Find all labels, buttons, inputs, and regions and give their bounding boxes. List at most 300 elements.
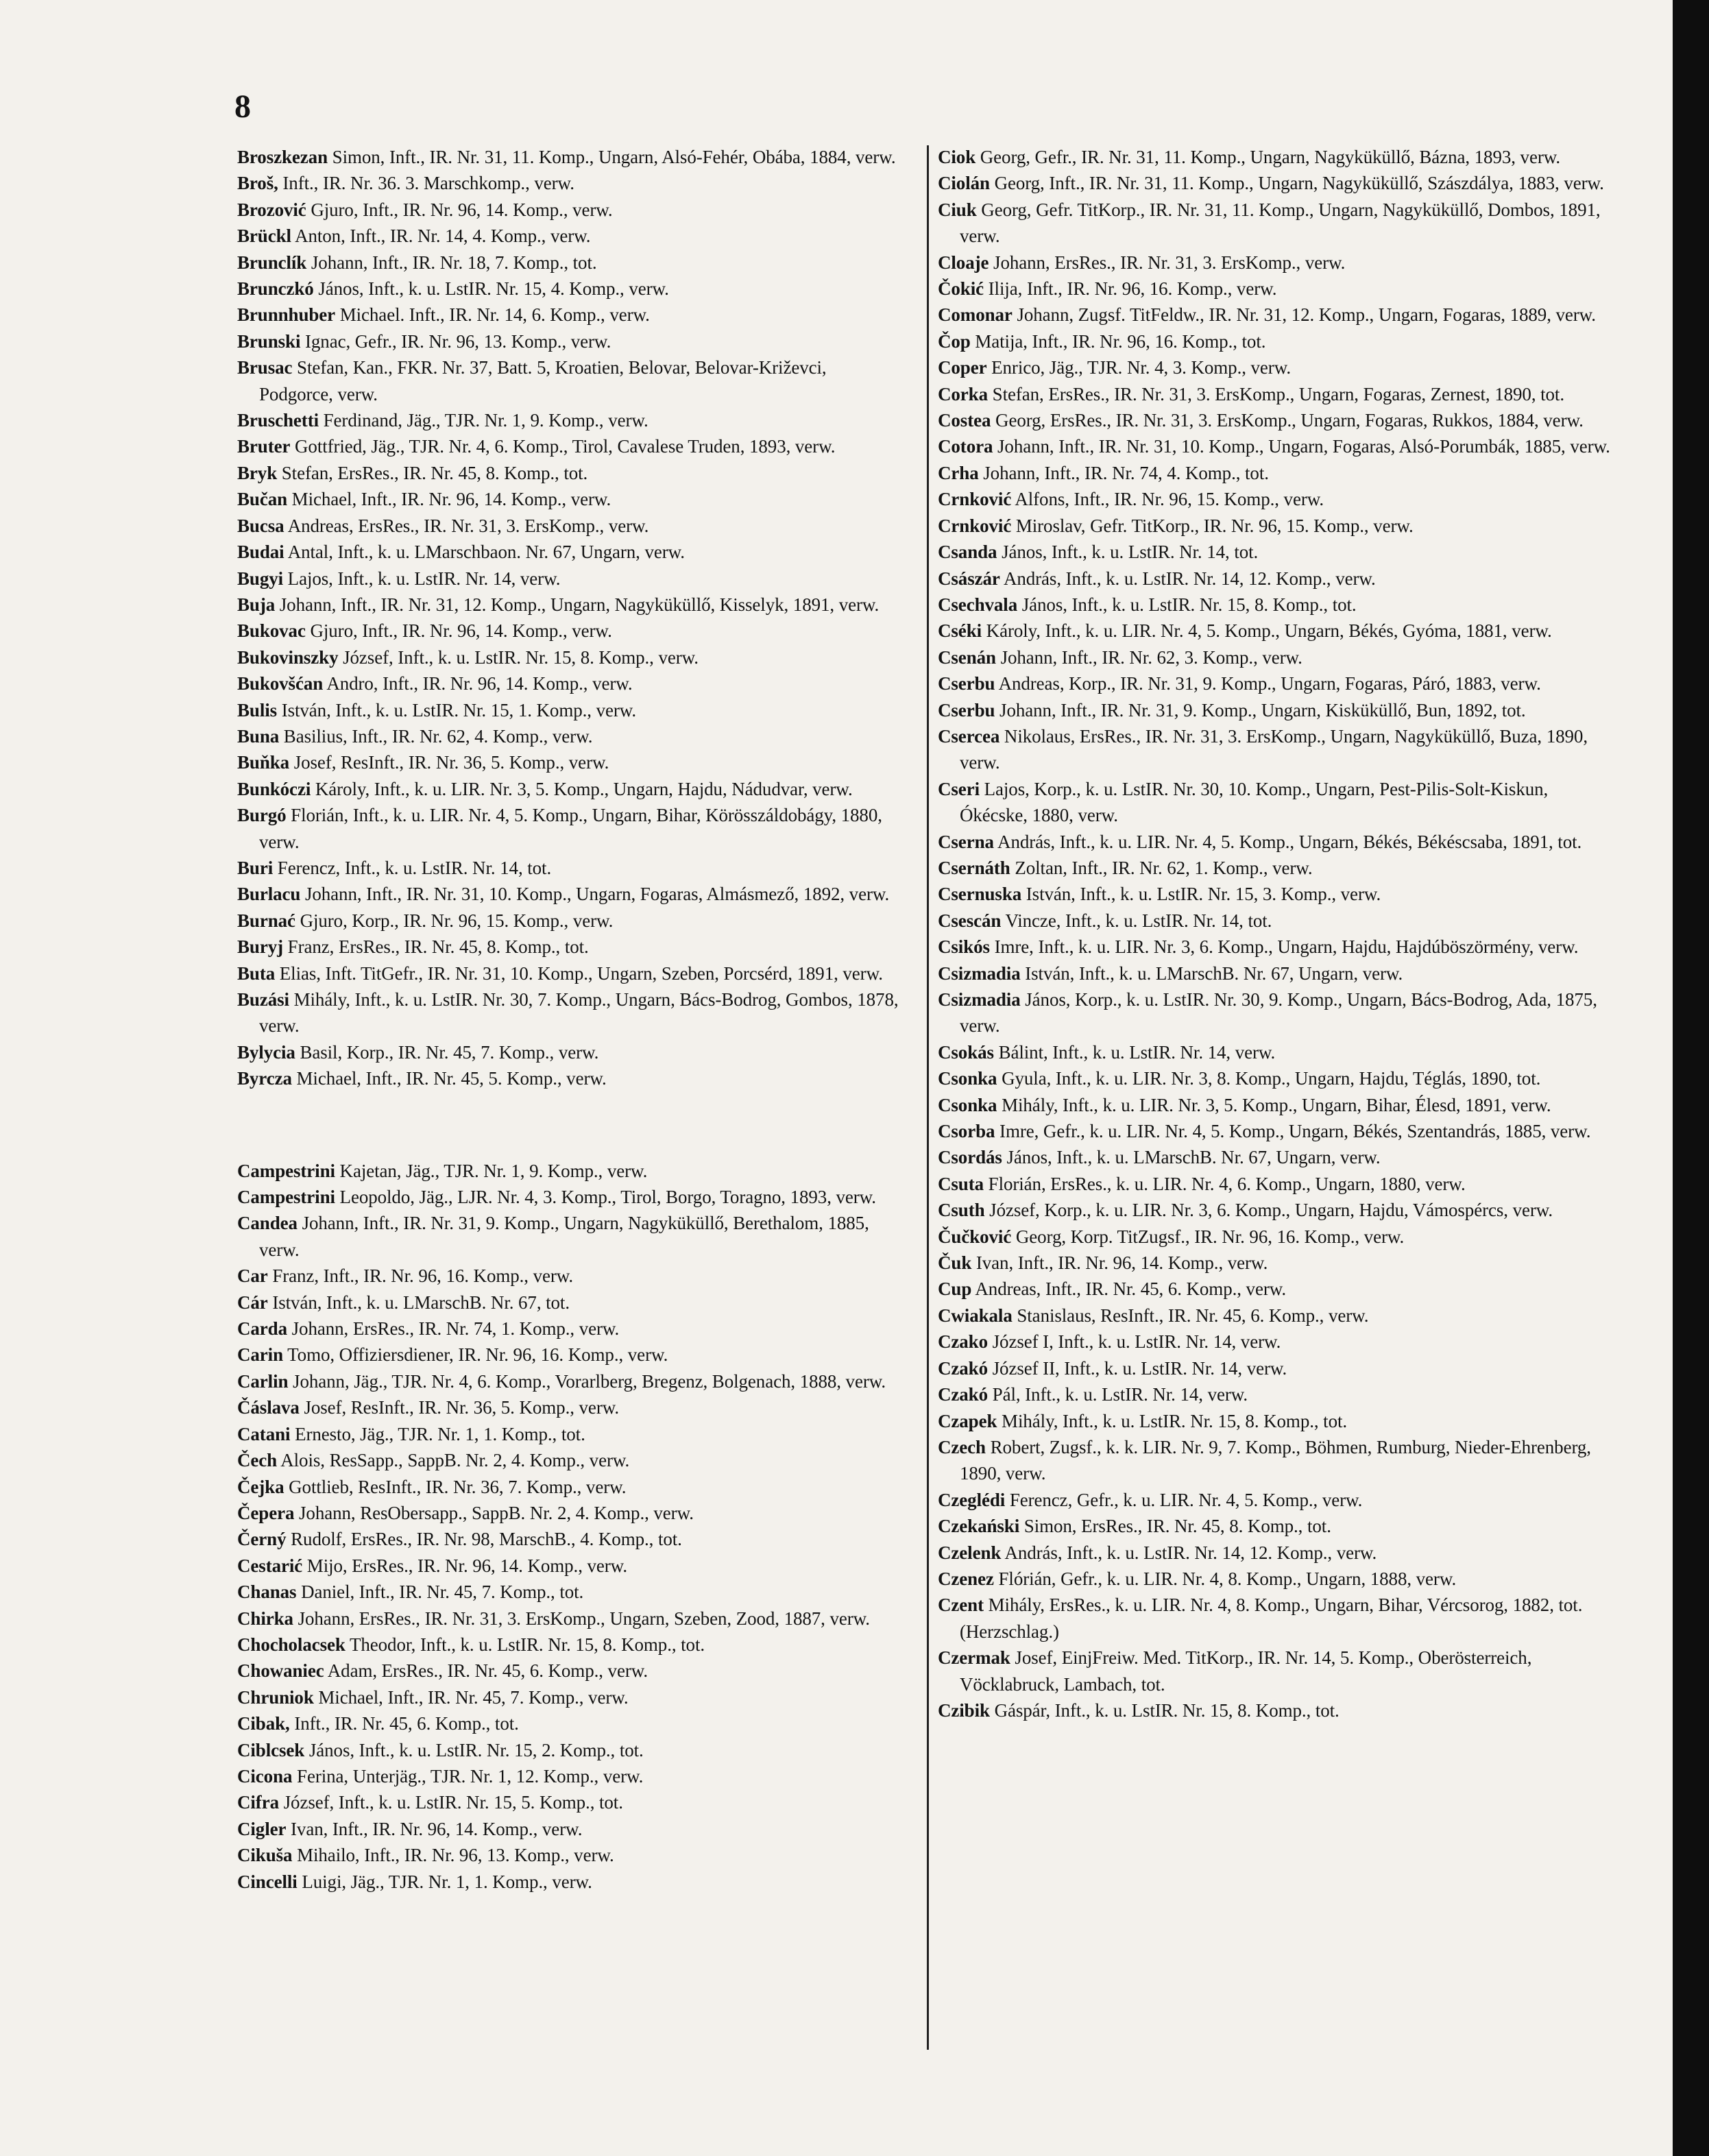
entry-surname: Čepera <box>237 1502 295 1523</box>
entry-surname: Ciuk <box>938 199 977 220</box>
entry-surname: Bylycia <box>237 1041 295 1063</box>
list-entry <box>237 1263 902 1289</box>
list-entry <box>938 566 1616 592</box>
list-entry <box>237 223 902 249</box>
entry-details: Simon, Inft., IR. Nr. 31, 11. Komp., Ungarn, Alsó-Fehér, Obába, 1884, verw. <box>328 147 896 167</box>
entry-surname: Cár <box>237 1292 268 1313</box>
entry-surname: Buri <box>237 857 274 878</box>
entry-details: Vincze, Inft., k. u. LstIR. Nr. 14, tot. <box>1001 910 1272 931</box>
list-entry <box>237 1763 902 1789</box>
entry-surname: Ciolán <box>938 173 990 194</box>
list-entry <box>237 170 902 196</box>
list-entry <box>938 618 1616 644</box>
list-entry <box>237 1158 902 1184</box>
entry-details: Inft., IR. Nr. 36. 3. Marschkomp., verw. <box>278 173 574 194</box>
entry-details: Károly, Inft., k. u. LIR. Nr. 4, 5. Komp., Ungarn, Békés, Gyóma, 1881, verw. <box>982 620 1552 642</box>
entry-details: Inft., IR. Nr. 45, 6. Komp., tot. <box>289 1713 519 1734</box>
entry-details: Enrico, Jäg., TJR. Nr. 4, 3. Komp., verw. <box>986 357 1291 378</box>
entry-surname: Csorba <box>938 1121 995 1142</box>
list-entry <box>938 881 1616 907</box>
entry-surname: Corka <box>938 383 988 404</box>
list-entry <box>237 960 902 986</box>
entry-details: Gjuro, Korp., IR. Nr. 96, 15. Komp., verw. <box>295 910 614 931</box>
list-entry <box>938 1697 1616 1723</box>
list-entry <box>237 250 902 276</box>
list-entry <box>938 302 1616 328</box>
entry-details: Michael, Inft., IR. Nr. 45, 5. Komp., verw. <box>291 1068 607 1089</box>
entry-details: István, Inft., k. u. LstIR. Nr. 15, 3. Komp., verw. <box>1021 884 1381 905</box>
entry-surname: Brozović <box>237 199 306 220</box>
entry-details: Gottfried, Jäg., TJR. Nr. 4, 6. Komp., Tirol, Cavalese Truden, 1893, verw. <box>290 436 836 457</box>
scan-edge <box>1673 0 1709 2156</box>
entry-details: Stanislaus, ResInft., IR. Nr. 45, 6. Komp., verw. <box>1012 1305 1369 1326</box>
entry-details: Johann, Inft., IR. Nr. 31, 9. Komp., Ungarn, Kisküküllő, Bun, 1892, tot. <box>995 699 1526 720</box>
entry-details: Leopoldo, Jäg., LJR. Nr. 4, 3. Komp., Tirol, Borgo, Toragno, 1893, verw. <box>335 1187 876 1208</box>
entry-details: János, Korp., k. u. LstIR. Nr. 30, 9. Komp., Ungarn, Bács-Bodrog, Ada, 1875, verw. <box>960 989 1597 1037</box>
list-entry <box>938 960 1616 986</box>
list-entry <box>938 697 1616 723</box>
entry-surname: Cikuša <box>237 1845 293 1866</box>
entry-surname: Csonka <box>938 1068 997 1089</box>
entry-surname: Csuta <box>938 1173 984 1194</box>
entry-details: József I, Inft., k. u. LstIR. Nr. 14, verw. <box>988 1331 1281 1353</box>
list-entry <box>237 1869 902 1895</box>
list-entry <box>938 776 1616 829</box>
entry-surname: Čáslava <box>237 1397 300 1418</box>
entry-surname: Csizmadia <box>938 962 1021 984</box>
entry-details: Mihály, ErsRes., k. u. LIR. Nr. 4, 8. Komp., Ungarn, Bihar, Vércsorog, 1882, tot. (Herzschlag.) <box>960 1595 1583 1642</box>
entry-surname: Brunczkó <box>237 278 314 300</box>
entry-surname: Broš, <box>237 173 278 194</box>
list-entry <box>938 1118 1616 1144</box>
list-entry <box>938 1092 1616 1118</box>
list-entry <box>237 1065 902 1091</box>
list-entry <box>237 1184 902 1210</box>
entry-details: Andro, Inft., IR. Nr. 96, 14. Komp., verw. <box>323 673 633 694</box>
list-entry <box>938 1487 1616 1513</box>
entry-details: Johann, Inft., IR. Nr. 31, 12. Komp., Ungarn, Nagyküküllő, Kisselyk, 1891, verw. <box>275 594 880 615</box>
list-entry <box>938 276 1616 302</box>
entry-surname: Cibak, <box>237 1713 290 1734</box>
entry-surname: Chanas <box>237 1582 297 1603</box>
entry-details: Ivan, Inft., IR. Nr. 96, 14. Komp., verw. <box>971 1252 1268 1274</box>
entry-surname: Ciok <box>938 147 976 167</box>
entry-details: Kajetan, Jäg., TJR. Nr. 1, 9. Komp., verw. <box>335 1160 648 1181</box>
list-entry <box>237 776 902 802</box>
entry-details: Ignac, Gefr., IR. Nr. 96, 13. Komp., verw. <box>300 330 611 352</box>
entries-b-section <box>237 144 902 1092</box>
list-entry <box>938 1566 1616 1592</box>
entry-surname: Bulis <box>237 699 278 720</box>
list-entry <box>938 381 1616 407</box>
entry-details: Antal, Inft., k. u. LMarschbaon. Nr. 67, Ungarn, verw. <box>284 542 685 563</box>
list-entry <box>938 1540 1616 1566</box>
entry-surname: Bukovinszky <box>237 646 339 668</box>
entry-details: József II, Inft., k. u. LstIR. Nr. 14, verw. <box>988 1357 1287 1379</box>
list-entry <box>237 618 902 644</box>
entry-details: Florián, Inft., k. u. LIR. Nr. 4, 5. Komp., Ungarn, Bihar, Körösszáldobágy, 1880, verw. <box>259 805 882 852</box>
entry-surname: Buzási <box>237 989 289 1010</box>
entry-surname: Bugyi <box>237 568 284 589</box>
list-entry <box>938 670 1616 697</box>
list-entry <box>938 644 1616 670</box>
entry-surname: Černý <box>237 1529 287 1550</box>
entry-surname: Bruter <box>237 436 291 457</box>
entry-surname: Bunkóczi <box>237 778 311 799</box>
entry-surname: Csokás <box>938 1041 994 1063</box>
entry-details: Simon, ErsRes., IR. Nr. 45, 8. Komp., tot. <box>1019 1516 1331 1537</box>
entry-details: Adam, ErsRes., IR. Nr. 45, 6. Komp., verw. <box>324 1660 649 1682</box>
entry-surname: Czelenk <box>938 1542 1002 1563</box>
entry-surname: Burgó <box>237 805 287 826</box>
entry-details: Ferina, Unterjäg., TJR. Nr. 1, 12. Komp., verw. <box>292 1765 644 1786</box>
list-entry <box>237 881 902 907</box>
right-column <box>938 144 1616 1723</box>
entry-details: Josef, EinjFreiw. Med. TitKorp., IR. Nr. 14, 5. Komp., Oberösterreich, Vöcklabruck, Lambach, tot. <box>960 1647 1532 1695</box>
entry-surname: Czekański <box>938 1516 1020 1537</box>
entry-surname: Coper <box>938 357 987 378</box>
list-entry <box>938 1592 1616 1645</box>
list-entry <box>237 1368 902 1394</box>
entry-surname: Buryj <box>237 936 284 958</box>
entry-details: Georg, Gefr., IR. Nr. 31, 11. Komp., Ungarn, Nagyküküllő, Bázna, 1893, verw. <box>975 147 1561 167</box>
list-entry <box>237 697 902 723</box>
entry-surname: Čejka <box>237 1476 284 1497</box>
entry-details: Michael. Inft., IR. Nr. 14, 6. Komp., verw. <box>335 304 650 326</box>
entry-surname: Cséki <box>938 620 982 642</box>
entry-surname: Bučan <box>237 489 288 510</box>
list-entry <box>237 1474 902 1500</box>
entry-details: Gáspár, Inft., k. u. LstIR. Nr. 15, 8. Komp., tot. <box>989 1699 1340 1721</box>
entry-details: Johann, Zugsf. TitFeldw., IR. Nr. 31, 12. Komp., Ungarn, Fogaras, 1889, verw. <box>1012 304 1596 326</box>
list-entry <box>938 592 1616 618</box>
list-entry <box>938 1381 1616 1407</box>
entry-details: Mihály, Inft., k. u. LstIR. Nr. 15, 8. Komp., tot. <box>997 1410 1348 1431</box>
entry-details: Bálint, Inft., k. u. LstIR. Nr. 14, verw. <box>993 1041 1276 1063</box>
entry-details: Georg, Korp. TitZugsf., IR. Nr. 96, 16. Komp., verw. <box>1011 1226 1405 1247</box>
entry-details: Miroslav, Gefr. TitKorp., IR. Nr. 96, 15. Komp., verw. <box>1011 515 1414 536</box>
entry-details: János, Inft., k. u. LstIR. Nr. 15, 4. Komp., verw. <box>313 278 669 300</box>
entry-surname: Brunclík <box>237 252 307 273</box>
list-entry <box>938 1039 1616 1065</box>
list-entry <box>938 1224 1616 1250</box>
entry-surname: Comonar <box>938 304 1013 326</box>
entry-details: János, Inft., k. u. LstIR. Nr. 14, tot. <box>997 542 1259 563</box>
list-entry <box>237 670 902 697</box>
entry-details: Johann, ErsRes., IR. Nr. 74, 1. Komp., verw. <box>287 1318 620 1340</box>
list-entry <box>237 934 902 960</box>
list-entry <box>237 1316 902 1342</box>
entry-surname: Czakó <box>938 1384 988 1405</box>
list-entry <box>938 354 1616 380</box>
entry-details: Rudolf, ErsRes., IR. Nr. 98, MarschB., 4. Komp., tot. <box>286 1529 682 1550</box>
page-number: 8 <box>234 88 251 125</box>
entry-surname: Brunnhuber <box>237 304 336 326</box>
entry-surname: Bucsa <box>237 515 284 536</box>
entry-details: Anton, Inft., IR. Nr. 14, 4. Komp., verw. <box>291 226 591 247</box>
list-entry <box>237 1789 902 1815</box>
list-entry <box>237 433 902 459</box>
entry-surname: Csanda <box>938 542 997 563</box>
entry-surname: Budai <box>237 542 284 563</box>
entry-details: Georg, Inft., IR. Nr. 31, 11. Komp., Ungarn, Nagyküküllő, Szászdálya, 1883, verw. <box>989 173 1604 194</box>
entry-surname: Cicona <box>237 1765 293 1786</box>
entry-surname: Brusac <box>237 357 293 378</box>
entry-surname: Čech <box>237 1450 278 1471</box>
entry-surname: Carda <box>237 1318 287 1340</box>
entry-details: Gottlieb, ResInft., IR. Nr. 36, 7. Komp., verw. <box>284 1476 627 1497</box>
entry-details: Imre, Inft., k. u. LIR. Nr. 3, 6. Komp., Ungarn, Hajdu, Hajdúböszörmény, verw. <box>989 936 1579 958</box>
entry-details: Károly, Inft., k. u. LIR. Nr. 3, 5. Komp., Ungarn, Hajdu, Nádudvar, verw. <box>311 778 853 799</box>
entry-details: József, Korp., k. u. LIR. Nr. 3, 6. Komp., Ungarn, Hajdu, Vámospércs, verw. <box>984 1200 1553 1221</box>
list-entry <box>237 354 902 407</box>
list-entry <box>237 908 902 934</box>
entry-surname: Cestarić <box>237 1555 303 1576</box>
entry-surname: Csescán <box>938 910 1002 931</box>
list-entry <box>938 1513 1616 1539</box>
entry-details: Mihály, Inft., k. u. LIR. Nr. 3, 5. Komp., Ungarn, Bihar, Élesd, 1891, verw. <box>997 1094 1551 1115</box>
entry-details: Daniel, Inft., IR. Nr. 45, 7. Komp., tot. <box>296 1582 584 1603</box>
entry-surname: Čokić <box>938 278 984 300</box>
entry-details: Elias, Inft. TitGefr., IR. Nr. 31, 10. Komp., Ungarn, Szeben, Porcsérd, 1891, verw. <box>275 962 883 984</box>
entry-details: István, Inft., k. u. LMarschB. Nr. 67, Ungarn, verw. <box>1020 962 1403 984</box>
entry-details: András, Inft., k. u. LstIR. Nr. 14, 12. Komp., verw. <box>1001 1542 1377 1563</box>
entry-details: János, Inft., k. u. LstIR. Nr. 15, 2. Komp., tot. <box>304 1739 644 1760</box>
list-entry <box>237 328 902 354</box>
list-entry <box>938 1303 1616 1329</box>
list-entry <box>938 1434 1616 1487</box>
entry-surname: Cserbu <box>938 699 995 720</box>
entry-details: Ilija, Inft., IR. Nr. 96, 16. Komp., verw. <box>984 278 1277 300</box>
list-entry <box>237 1606 902 1632</box>
entry-surname: Costea <box>938 410 991 431</box>
entry-details: Johann, Inft., IR. Nr. 31, 10. Komp., Ungarn, Fogaras, Alsó-Porumbák, 1885, verw. <box>993 436 1610 457</box>
entry-surname: Csizmadia <box>938 989 1021 1010</box>
entry-details: Andreas, Inft., IR. Nr. 45, 6. Komp., verw. <box>971 1279 1287 1300</box>
entry-details: Johann, ResObersapp., SappB. Nr. 2, 4. Komp., verw. <box>294 1502 694 1523</box>
entry-details: Franz, ErsRes., IR. Nr. 45, 8. Komp., tot. <box>283 936 589 958</box>
entry-details: Ernesto, Jäg., TJR. Nr. 1, 1. Komp., tot. <box>290 1423 585 1444</box>
entry-details: Gjuro, Inft., IR. Nr. 96, 14. Komp., verw. <box>306 199 613 220</box>
entry-surname: Czermak <box>938 1647 1010 1669</box>
entry-details: Ferencz, Inft., k. u. LstIR. Nr. 14, tot. <box>273 857 552 878</box>
entry-details: József, Inft., k. u. LstIR. Nr. 15, 5. Komp., tot. <box>278 1792 623 1813</box>
list-entry <box>237 1710 902 1736</box>
entry-details: Mihály, Inft., k. u. LstIR. Nr. 30, 7. Komp., Ungarn, Bács-Bodrog, Gombos, 1878, verw. <box>259 989 899 1037</box>
list-entry <box>237 1289 902 1316</box>
entries-c-section <box>237 1158 902 1895</box>
entry-details: Alfons, Inft., IR. Nr. 96, 15. Komp., verw. <box>1011 489 1324 510</box>
list-entry <box>237 1447 902 1473</box>
list-entry <box>237 1210 902 1263</box>
entry-details: Ferencz, Gefr., k. u. LIR. Nr. 4, 5. Komp., verw. <box>1005 1489 1363 1510</box>
entry-surname: Burnać <box>237 910 295 931</box>
list-entry <box>938 486 1616 512</box>
entry-details: Gjuro, Inft., IR. Nr. 96, 14. Komp., verw. <box>305 620 612 642</box>
entry-details: Andreas, ErsRes., IR. Nr. 31, 3. ErsKomp., verw. <box>284 515 649 536</box>
entry-surname: Csernuska <box>938 884 1022 905</box>
entry-surname: Car <box>237 1265 268 1287</box>
list-entry <box>938 328 1616 354</box>
entry-surname: Buja <box>237 594 276 615</box>
entry-surname: Campestrini <box>237 1160 335 1181</box>
entry-surname: Chirka <box>237 1608 293 1629</box>
entry-details: Johann, ErsRes., IR. Nr. 31, 3. ErsKomp., Ungarn, Szeben, Zood, 1887, verw. <box>293 1608 870 1629</box>
list-entry <box>237 1342 902 1368</box>
entry-details: Johann, Jäg., TJR. Nr. 4, 6. Komp., Vorarlberg, Bregenz, Bolgenach, 1888, verw. <box>288 1370 886 1392</box>
entry-surname: Cloaje <box>938 252 989 273</box>
entry-surname: Czakó <box>938 1357 988 1379</box>
entry-surname: Császár <box>938 568 1000 589</box>
entry-details: Imre, Gefr., k. u. LIR. Nr. 4, 5. Komp., Ungarn, Békés, Szentandrás, 1885, verw. <box>995 1121 1591 1142</box>
list-entry <box>237 1658 902 1684</box>
entry-surname: Buna <box>237 725 280 747</box>
entry-surname: Bruschetti <box>237 410 319 431</box>
list-entry <box>237 855 902 881</box>
entry-surname: Buňka <box>237 752 290 773</box>
list-entry <box>237 302 902 328</box>
list-entry <box>237 539 902 565</box>
list-entry <box>237 513 902 539</box>
entry-surname: Bukovšćan <box>237 673 324 694</box>
entry-details: Matija, Inft., IR. Nr. 96, 16. Komp., tot. <box>970 330 1266 352</box>
entry-details: János, Inft., k. u. LstIR. Nr. 15, 8. Komp., tot. <box>1017 594 1357 615</box>
entry-surname: Cseri <box>938 778 980 799</box>
list-entry <box>938 170 1616 196</box>
list-entry <box>938 1197 1616 1223</box>
entry-surname: Cigler <box>237 1818 287 1839</box>
entry-surname: Čučković <box>938 1226 1012 1247</box>
entry-details: Zoltan, Inft., IR. Nr. 62, 1. Komp., verw. <box>1010 857 1313 878</box>
entry-details: Gyula, Inft., k. u. LIR. Nr. 3, 8. Komp., Ungarn, Hajdu, Téglás, 1890, tot. <box>997 1068 1541 1089</box>
list-entry <box>938 1645 1616 1697</box>
entry-details: Johann, Inft., IR. Nr. 74, 4. Komp., tot. <box>978 462 1269 483</box>
entry-surname: Csercea <box>938 725 1000 747</box>
entry-surname: Cifra <box>237 1792 279 1813</box>
list-entry <box>237 1632 902 1658</box>
list-entry <box>938 250 1616 276</box>
list-entry <box>938 539 1616 565</box>
entry-surname: Byrcza <box>237 1068 292 1089</box>
list-entry <box>938 908 1616 934</box>
list-entry <box>237 1039 902 1065</box>
list-entry <box>237 566 902 592</box>
list-entry <box>938 934 1616 960</box>
entry-surname: Čuk <box>938 1252 972 1274</box>
entry-details: Franz, Inft., IR. Nr. 96, 16. Komp., verw. <box>267 1265 574 1287</box>
entry-details: András, Inft., k. u. LIR. Nr. 4, 5. Komp., Ungarn, Békés, Békéscsaba, 1891, tot. <box>993 831 1582 852</box>
entry-surname: Cserna <box>938 831 994 852</box>
entry-details: János, Inft., k. u. LMarschB. Nr. 67, Ungarn, verw. <box>1002 1147 1381 1168</box>
entry-details: Stefan, ErsRes., IR. Nr. 31, 3. ErsKomp., Ungarn, Fogaras, Zernest, 1890, tot. <box>988 383 1564 404</box>
list-entry <box>938 855 1616 881</box>
list-entry <box>938 407 1616 433</box>
entry-surname: Catani <box>237 1423 291 1444</box>
entry-surname: Csuth <box>938 1200 985 1221</box>
entry-surname: Chowaniec <box>237 1660 324 1682</box>
column-divider <box>927 145 929 2050</box>
entry-details: Georg, ErsRes., IR. Nr. 31, 3. ErsKomp., Ungarn, Fogaras, Rukkos, 1884, verw. <box>991 410 1584 431</box>
entry-details: Josef, ResInft., IR. Nr. 36, 5. Komp., verw. <box>299 1397 620 1418</box>
entry-details: Theodor, Inft., k. u. LstIR. Nr. 15, 8. Komp., tot. <box>345 1634 705 1655</box>
list-entry <box>938 1171 1616 1197</box>
entry-details: Mijo, ErsRes., IR. Nr. 96, 14. Komp., verw. <box>302 1555 627 1576</box>
entry-surname: Csenán <box>938 646 996 668</box>
list-entry <box>938 1144 1616 1170</box>
list-entry <box>938 144 1616 170</box>
entry-surname: Brunski <box>237 330 301 352</box>
entry-details: Flórián, Gefr., k. u. LIR. Nr. 4, 8. Komp., Ungarn, 1888, verw. <box>993 1568 1457 1589</box>
entry-surname: Cincelli <box>237 1871 298 1892</box>
entry-details: Basilius, Inft., IR. Nr. 62, 4. Komp., verw. <box>279 725 593 747</box>
list-entry <box>237 723 902 749</box>
entry-surname: Czent <box>938 1595 984 1616</box>
list-entry <box>938 1329 1616 1355</box>
entry-surname: Buta <box>237 962 276 984</box>
entry-surname: Csonka <box>938 1094 997 1115</box>
entry-details: Tomo, Offiziersdiener, IR. Nr. 96, 16. Komp., verw. <box>283 1344 668 1366</box>
list-entry <box>938 197 1616 250</box>
entry-details: Johann, Inft., IR. Nr. 62, 3. Komp., verw. <box>995 646 1302 668</box>
entry-details: Alois, ResSapp., SappB. Nr. 2, 4. Komp., verw. <box>277 1450 630 1471</box>
entry-details: András, Inft., k. u. LstIR. Nr. 14, 12. Komp., verw. <box>999 568 1376 589</box>
list-entry <box>237 1579 902 1605</box>
list-entry <box>237 1684 902 1710</box>
entry-surname: Carin <box>237 1344 284 1366</box>
entry-details: Josef, ResInft., IR. Nr. 36, 5. Komp., verw. <box>289 752 609 773</box>
list-entry <box>938 723 1616 776</box>
list-entry <box>938 513 1616 539</box>
section-gap <box>237 1092 902 1158</box>
entry-surname: Chruniok <box>237 1686 314 1708</box>
list-entry <box>938 460 1616 486</box>
list-entry <box>237 1394 902 1420</box>
entry-surname: Csikós <box>938 936 990 958</box>
entry-surname: Csernáth <box>938 857 1010 878</box>
entry-surname: Czeglédi <box>938 1489 1006 1510</box>
entry-surname: Ciblcsek <box>237 1739 305 1760</box>
list-entry <box>237 749 902 775</box>
entry-details: Luigi, Jäg., TJR. Nr. 1, 1. Komp., verw. <box>297 1871 592 1892</box>
entry-surname: Crnković <box>938 515 1012 536</box>
entry-surname: Cup <box>938 1279 972 1300</box>
list-entry <box>938 433 1616 459</box>
list-entry <box>237 1500 902 1526</box>
left-column <box>237 144 902 1895</box>
entry-details: Mihailo, Inft., IR. Nr. 96, 13. Komp., verw. <box>292 1845 614 1866</box>
list-entry <box>938 829 1616 855</box>
entry-surname: Csechvala <box>938 594 1018 615</box>
entry-details: József, Inft., k. u. LstIR. Nr. 15, 8. Komp., verw. <box>338 646 699 668</box>
entry-details: Stefan, ErsRes., IR. Nr. 45, 8. Komp., tot. <box>277 462 588 483</box>
entry-details: István, Inft., k. u. LMarschB. Nr. 67, tot. <box>267 1292 570 1313</box>
entry-surname: Czenez <box>938 1568 994 1589</box>
entry-details: Michael, Inft., IR. Nr. 45, 7. Komp., verw. <box>313 1686 629 1708</box>
entry-surname: Bukovac <box>237 620 306 642</box>
entry-surname: Czapek <box>938 1410 997 1431</box>
entry-surname: Crha <box>938 462 979 483</box>
list-entry <box>237 986 902 1039</box>
entry-surname: Cwiakala <box>938 1305 1013 1326</box>
entry-details: Ivan, Inft., IR. Nr. 96, 14. Komp., verw. <box>286 1818 583 1839</box>
entry-surname: Czech <box>938 1436 986 1457</box>
entry-details: Robert, Zugsf., k. k. LIR. Nr. 9, 7. Komp., Böhmen, Rumburg, Nieder-Ehrenberg, 1890, verw. <box>960 1436 1591 1484</box>
entry-surname: Čop <box>938 330 971 352</box>
entry-surname: Candea <box>237 1213 298 1234</box>
list-entry <box>237 144 902 170</box>
entry-surname: Cotora <box>938 436 993 457</box>
list-entry <box>938 1250 1616 1276</box>
